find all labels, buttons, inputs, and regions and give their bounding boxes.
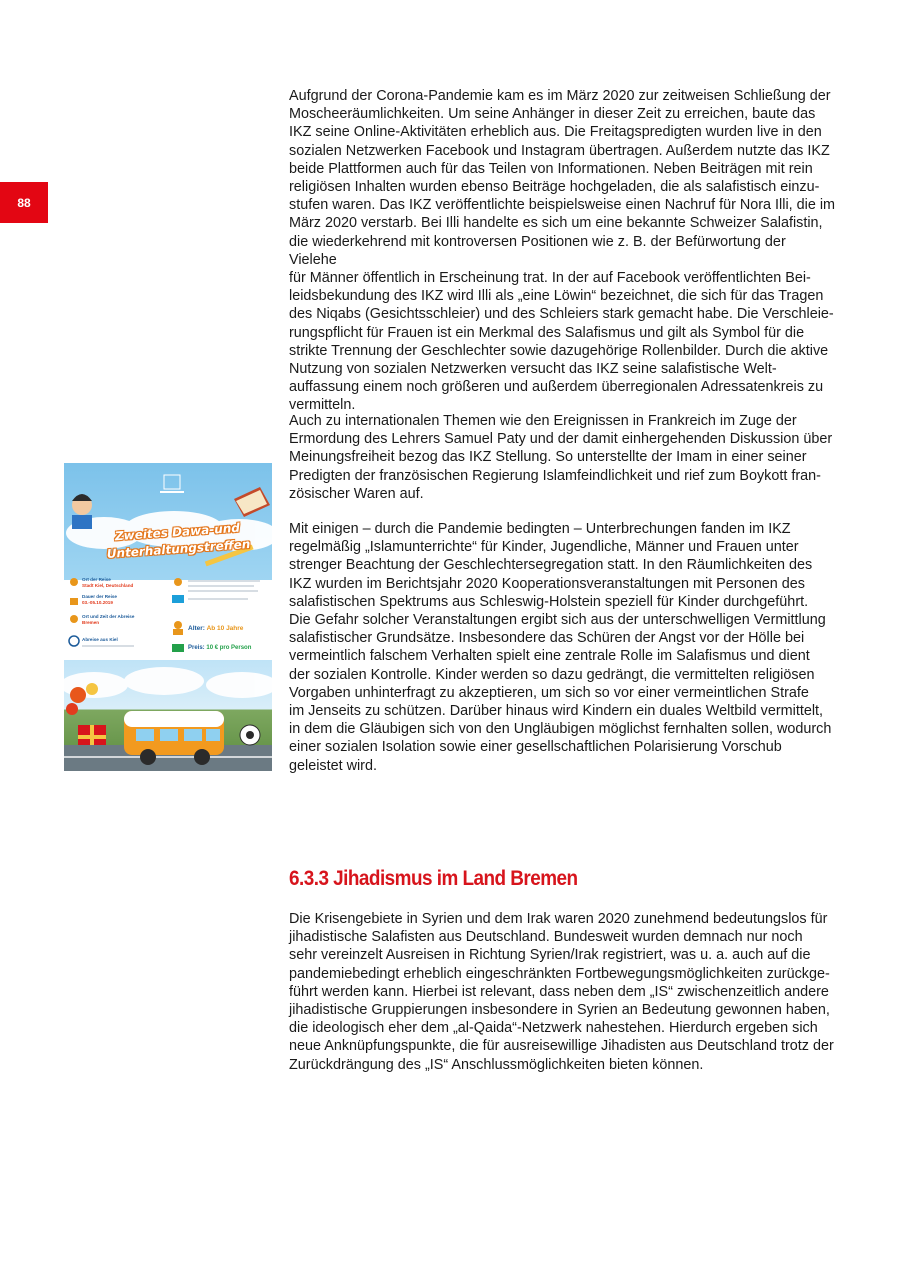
section-heading: 6.3.3 Jihadismus im Land Bremen: [289, 866, 578, 890]
flyer-age-label: Alter:: [188, 625, 205, 632]
text-line: die ideologisch eher dem „al-Qaida“-Netzwerk nahestehen. Hierdurch ergeben sich: [289, 1020, 818, 1037]
bus-small-icon: [172, 595, 184, 603]
flyer-age: [188, 625, 243, 632]
event-flyer-image: [64, 463, 272, 771]
flyer-info-3-value: Bremen: [82, 619, 100, 625]
text-line: jihadistische Salafisten aus Deutschland. Bundesweit wurden demnach nur noch: [289, 929, 803, 946]
text-line: stufen waren. Das IKZ veröffentlichte beispielsweise einen Nachruf für Nora Illi, die im: [289, 197, 836, 214]
paragraph-online-activities: [289, 87, 837, 415]
text-line: des Niqabs (Gesichtsschleier) und des Schleiers stark gemacht habe. Die Verschleie-: [289, 306, 834, 323]
text-line: jihadistische Gruppierungen insbesondere in Syrien an Bedeutung gewonnen haben,: [289, 1002, 830, 1019]
text-line: sehr vereinzelt Ausreisen in Richtung Syrien/Irak registriert, was u. a. auch auf die: [289, 947, 811, 964]
flyer-info-1: [82, 577, 133, 588]
paragraph-international-topics: [289, 412, 837, 503]
flyer-info-1-value: Stadt Kiel, Deutschland: [82, 582, 134, 588]
flyer-info-2-value: 03.-05.10.2019: [82, 599, 113, 605]
text-line: führt werden kann. Hierbei ist relevant, dass neben dem „IS“ zwischenzeitlich andere: [289, 983, 829, 1000]
paragraph-jihadism: [289, 910, 837, 1074]
page-number: 88: [17, 195, 31, 210]
flyer-price: [188, 645, 251, 651]
text-line: Predigten der französischen Regierung Islamfeindlichkeit und rief zum Boykott fran-: [289, 467, 821, 484]
text-line: Nutzung von sozialen Netzwerken versucht das IKZ seine salafistische Welt-: [289, 361, 777, 378]
flyer-info-1-label: Ort der Reise: [82, 577, 111, 582]
pin-icon-2: [70, 615, 78, 623]
text-line: für Männer öffentlich in Erscheinung trat. In der auf Facebook veröffentlichten Bei-: [289, 270, 811, 287]
flyer-price-label: Preis:: [188, 645, 205, 651]
text-line: neue Anknüpfungspunkte, die für ausreisewillige Jihadisten aus Deutschland trotz der: [289, 1038, 834, 1055]
football-icon: [240, 725, 260, 745]
text-line: Auch zu internationalen Themen wie den Ereignissen in Frankreich im Zuge der: [289, 413, 797, 429]
page-number-tab: [0, 182, 48, 223]
location-pin-icon: [70, 578, 78, 586]
flyer-price-value: 10 € pro Person: [206, 645, 252, 651]
text-line: Vorgaben unhinterfragt zu akzeptieren, um sich so vor einer vermeintlichen Strafe: [289, 684, 809, 701]
flyer-placeholder-line: [188, 598, 248, 600]
text-line: strenger Beachtung der Geschlechtersegregation statt. In den Räumlichkeiten des: [289, 557, 813, 574]
text-line: Aufgrund der Corona-Pandemie kam es im März 2020 zur zeitweisen Schließung der: [289, 88, 831, 104]
text-line: in dem die Gläubigen sich von den Ungläubigen möglichst fernhalten sollen, wodurch: [289, 721, 832, 738]
flyer-placeholder-line: [188, 585, 254, 587]
text-line: vermeintlich falschem Verhalten spielt eine zentrale Rolle im Salafismus und dient: [289, 648, 810, 665]
text-line: Die Gefahr solcher Veranstaltungen ergibt sich aus der unterschwelligen Vermittlung: [289, 612, 826, 629]
text-line: Die Krisengebiete in Syrien und dem Irak waren 2020 zunehmend bedeutungslos für: [289, 911, 828, 927]
text-line: Mit einigen – durch die Pandemie bedingten – Unterbrechungen fanden im IKZ: [289, 521, 791, 537]
flyer-info-4: [82, 637, 118, 643]
text-line: die wiederkehrend mit kontroversen Positionen wie z. B. der Befürwortung der Vielehe: [289, 233, 786, 268]
text-line: Ermordung des Lehrers Samuel Paty und der damit einhergehenden Diskussion über: [289, 431, 833, 448]
text-line: beide Plattformen auch für das Teilen von Informationen. Neben Beiträgen mit rein: [289, 160, 813, 177]
text-line: März 2020 verstarb. Bei Illi handelte es sich um eine bekannte Schweizer Salafistin,: [289, 215, 823, 232]
text-line: im Jenseits zu schützen. Darüber hinaus wird Kindern ein duales Weltbild vermittelt,: [289, 703, 824, 720]
text-line: einer sozialen Isolation sowie einer gesellschaftlichen Polarisierung Vorschub: [289, 739, 782, 756]
location-pin-icon-right: [174, 578, 182, 586]
flyer-info-3-label: Ort und Zeit der Abreise: [82, 614, 135, 619]
text-line: IKZ wurden im Berichtsjahr 2020 Kooperationsveranstaltungen mit Personen des: [289, 575, 805, 592]
flyer-info-2-label: Dauer der Reise: [82, 594, 117, 599]
clock-icon: [69, 636, 79, 646]
text-line: Meinungsfreiheit bezog das IKZ Stellung. So unterstellte der Imam in einer seiner: [289, 449, 807, 466]
text-line: salafistischen Spektrums aus Schleswig-Holstein speziell für Kinder durchgeführt.: [289, 593, 809, 610]
paragraph-islam-lessons: [289, 520, 837, 775]
money-icon: [172, 644, 184, 652]
flyer-title-line-1: Zweites Dawa-und: [114, 520, 241, 544]
text-line: rungspflicht für Frauen ist ein Merkmal des Salafismus und gilt als Symbol für die: [289, 324, 805, 341]
flyer-info-4-label: Abreise aus Kiel: [82, 637, 118, 642]
text-line: leidsbekundung des IKZ wird Illi als „eine Löwin“ bezeichnet, die sich für das Tragen: [289, 288, 824, 305]
calendar-icon: [70, 598, 78, 605]
text-line: auffassung einem noch größeren und außerdem überregionalen Adressatenkreis zu: [289, 379, 824, 396]
text-line: regelmäßig „Islamunterrichte“ für Kinder, Jugendliche, Männer und Frauen unter: [289, 539, 799, 556]
text-line: salafistischer Grundsätze. Insbesondere das Schüren der Angst vor der Hölle bei: [289, 630, 805, 647]
person-icon: [173, 621, 183, 635]
text-line: strikte Trennung der Geschlechter sowie dazugehörige Rollenbilder. Durch die aktive: [289, 342, 829, 359]
flyer-title-line-2: Unterhaltungstreffen: [106, 536, 251, 561]
text-line: Moscheeräumlichkeiten. Um seine Anhänger in dieser Zeit zu erreichen, baute das: [289, 106, 816, 123]
text-line: religiösen Inhalten wurden ebenso Beiträge hochgeladen, die als salafistisch einzu-: [289, 179, 820, 196]
book-icon: [234, 487, 270, 517]
text-line: Zurückdrängung des „IS“ Anschlussmöglichkeiten bieten können.: [289, 1056, 704, 1073]
flyer-info-2: [82, 594, 117, 605]
flyer-placeholder-line: [188, 580, 260, 582]
flyer-placeholder-line: [82, 645, 134, 647]
flyer-info-3: [82, 614, 134, 625]
text-line: vermitteln.: [289, 397, 356, 414]
text-line: IKZ seine Online-Aktivitäten erheblich aus. Die Freitagspredigten wurden live in den: [289, 124, 822, 141]
text-line: sozialen Netzwerken Facebook und Instagram übertragen. Außerdem nutzte das IKZ: [289, 142, 830, 159]
boy-illustration-icon: [72, 494, 92, 529]
flyer-placeholder-line: [188, 590, 258, 592]
flyer-age-value: Ab 10 Jahre: [206, 625, 244, 632]
text-line: geleistet wird.: [289, 757, 377, 774]
mosque-logo-icon: [160, 475, 184, 493]
text-line: der sozialen Kontrolle. Kinder werden so dazu gedrängt, die vermittelten religiösen: [289, 666, 815, 683]
text-line: pandemiebedingt erheblich eingeschränkten Fortbewegungsmöglichkeiten zurückge-: [289, 965, 830, 982]
text-line: zösischer Waren auf.: [289, 485, 424, 502]
